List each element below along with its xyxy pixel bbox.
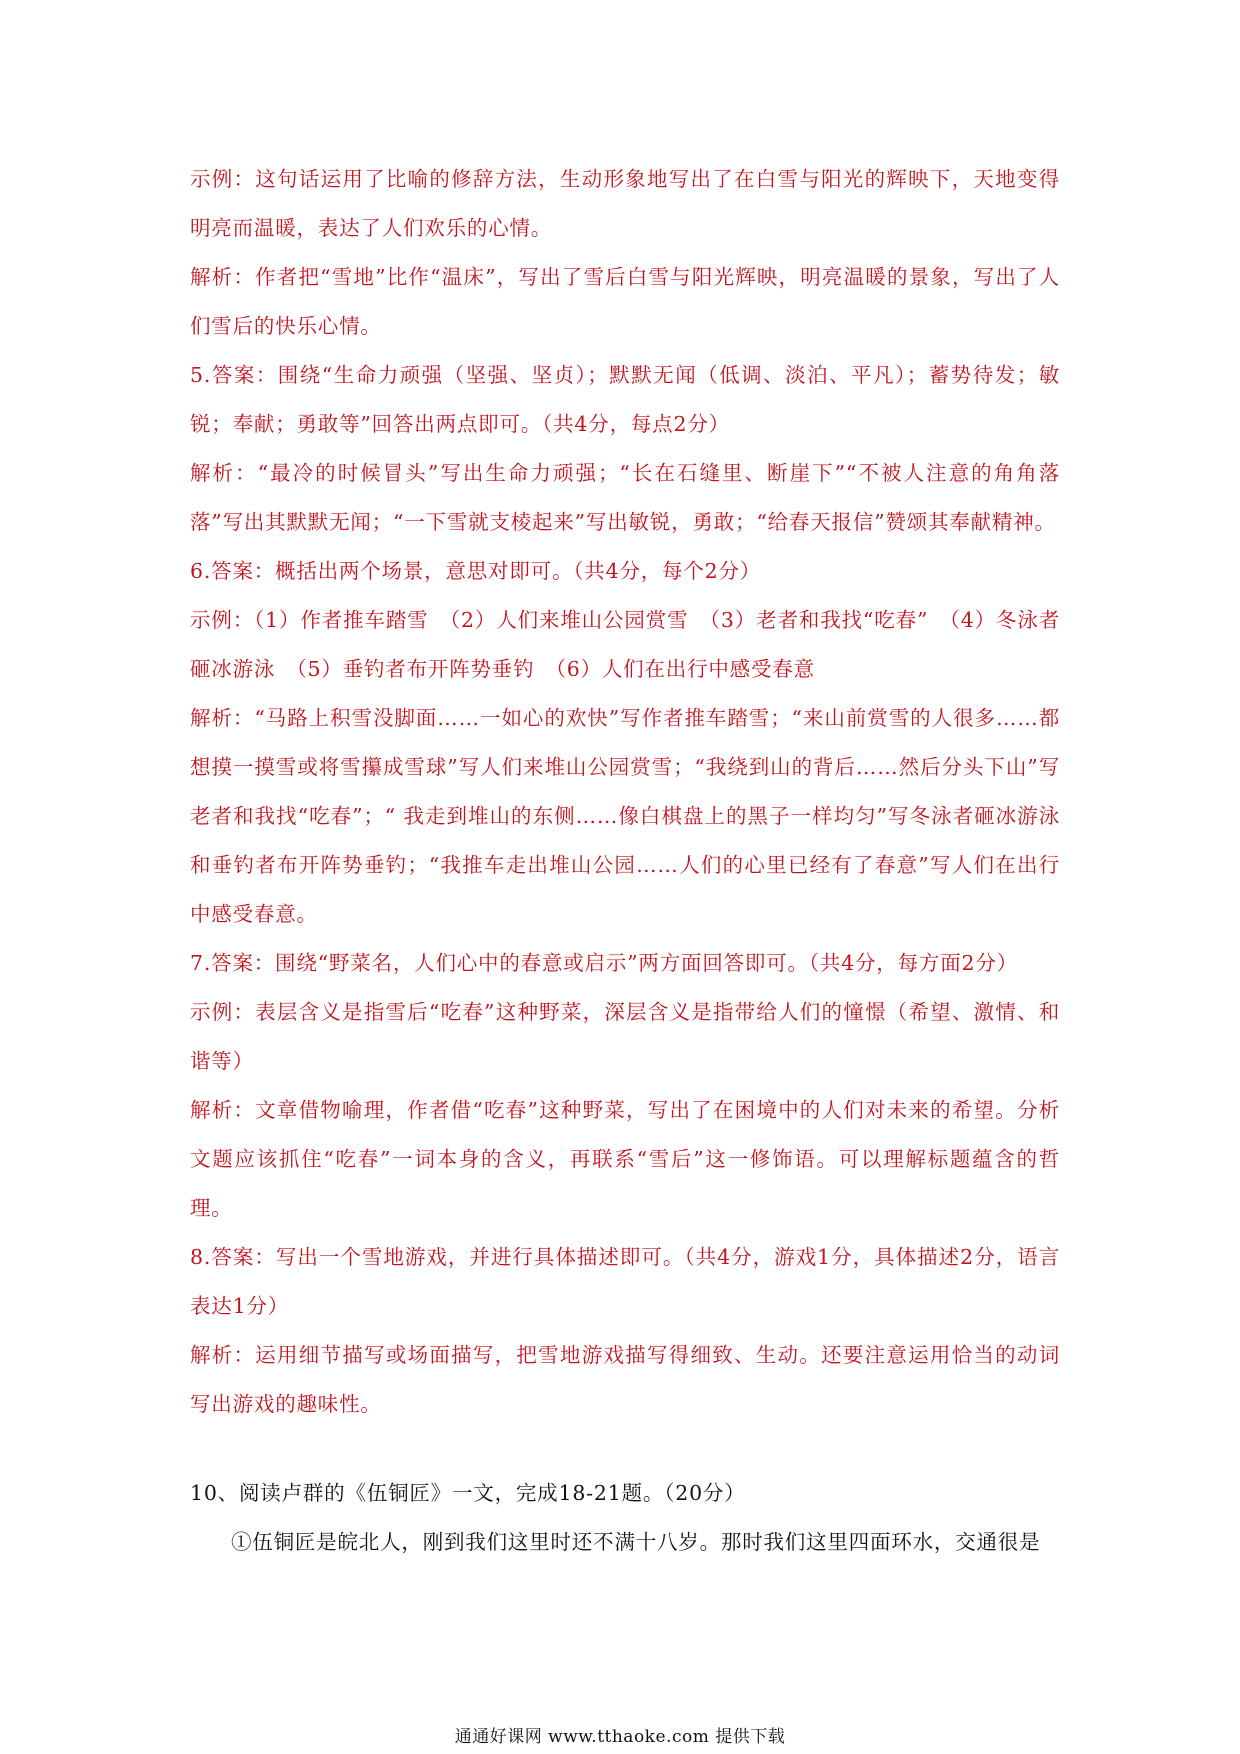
answer-paragraph: 示例：这句话运用了比喻的修辞方法，生动形象地写出了在白雪与阳光的辉映下，天地变得明亮而温暖，表达了人们欢乐的心情。 <box>190 167 1060 240</box>
answer-paragraph: 8.答案：写出一个雪地游戏，并进行具体描述即可。（共4分，游戏1分，具体描述2分，语言表达1分） <box>190 1245 1060 1318</box>
question-paragraph: ①伍铜匠是皖北人，刚到我们这里时还不满十八岁。那时我们这里四面环水，交通很是 <box>231 1530 1041 1554</box>
answer-paragraph: 示例：（1）作者推车踏雪 （2）人们来堆山公园赏雪 （3）老者和我找“吃春” （4）冬泳者砸冰游泳 （5）垂钓者布开阵势垂钓 （6）人们在出行中感受春意 <box>190 608 1060 681</box>
answer-paragraph: 解析：运用细节描写或场面描写，把雪地游戏描写得细致、生动。还要注意运用恰当的动词写出游戏的趣味性。 <box>190 1343 1060 1416</box>
document-body <box>190 155 1060 1567</box>
page-footer: 通通好课网 www.tthaoke.com 提供下载 <box>454 1727 786 1747</box>
question-heading: 10、阅读卢群的《伍铜匠》一文，完成18-21题。（20分） <box>190 1481 746 1505</box>
answer-paragraph: 示例：表层含义是指雪后“吃春”这种野菜，深层含义是指带给人们的憧憬（希望、激情、和谐等） <box>190 1000 1060 1073</box>
spacer <box>190 1429 1060 1469</box>
answer-paragraph: 5.答案：围绕“生命力顽强（坚强、坚贞）；默默无闻（低调、淡泊、平凡）；蓄势待发；敏锐；奉献；勇敢等”回答出两点即可。（共4分，每点2分） <box>190 363 1060 436</box>
answer-paragraph: 解析：“最冷的时候冒头”写出生命力顽强；“长在石缝里、断崖下”“不被人注意的角角落落”写出其默默无闻；“一下雪就支棱起来”写出敏锐，勇敢；“给春天报信”赞颂其奉献精神。 <box>190 461 1060 534</box>
answer-paragraph: 6.答案：概括出两个场景，意思对即可。（共4分，每个2分） <box>190 559 762 583</box>
answer-paragraph: 7.答案：围绕“野菜名，人们心中的春意或启示”两方面回答即可。（共4分，每方面2分） <box>190 951 1018 975</box>
answer-paragraph: 解析：“马路上积雪没脚面……一如心的欢快”写作者推车踏雪；“来山前赏雪的人很多……都想摸一摸雪或将雪攥成雪球”写人们来堆山公园赏雪；“我绕到山的背后……然后分头下山”写老者和我找“吃春”；“ 我走到堆山的东侧……像白棋盘上的黑子一样均匀”写冬泳者砸冰游泳和垂钓者布开阵势垂钓；“我推车走出堆山公园……人们的心里已经有了春意”写人们在出行中感受春意。 <box>190 706 1060 926</box>
answer-paragraph: 解析：作者把“雪地”比作“温床”，写出了雪后白雪与阳光辉映，明亮温暖的景象，写出了人们雪后的快乐心情。 <box>190 265 1060 338</box>
answer-paragraph: 解析：文章借物喻理，作者借“吃春”这种野菜，写出了在困境中的人们对未来的希望。分析文题应该抓住“吃春”一词本身的含义，再联系“雪后”这一修饰语。可以理解标题蕴含的哲理。 <box>190 1098 1060 1220</box>
